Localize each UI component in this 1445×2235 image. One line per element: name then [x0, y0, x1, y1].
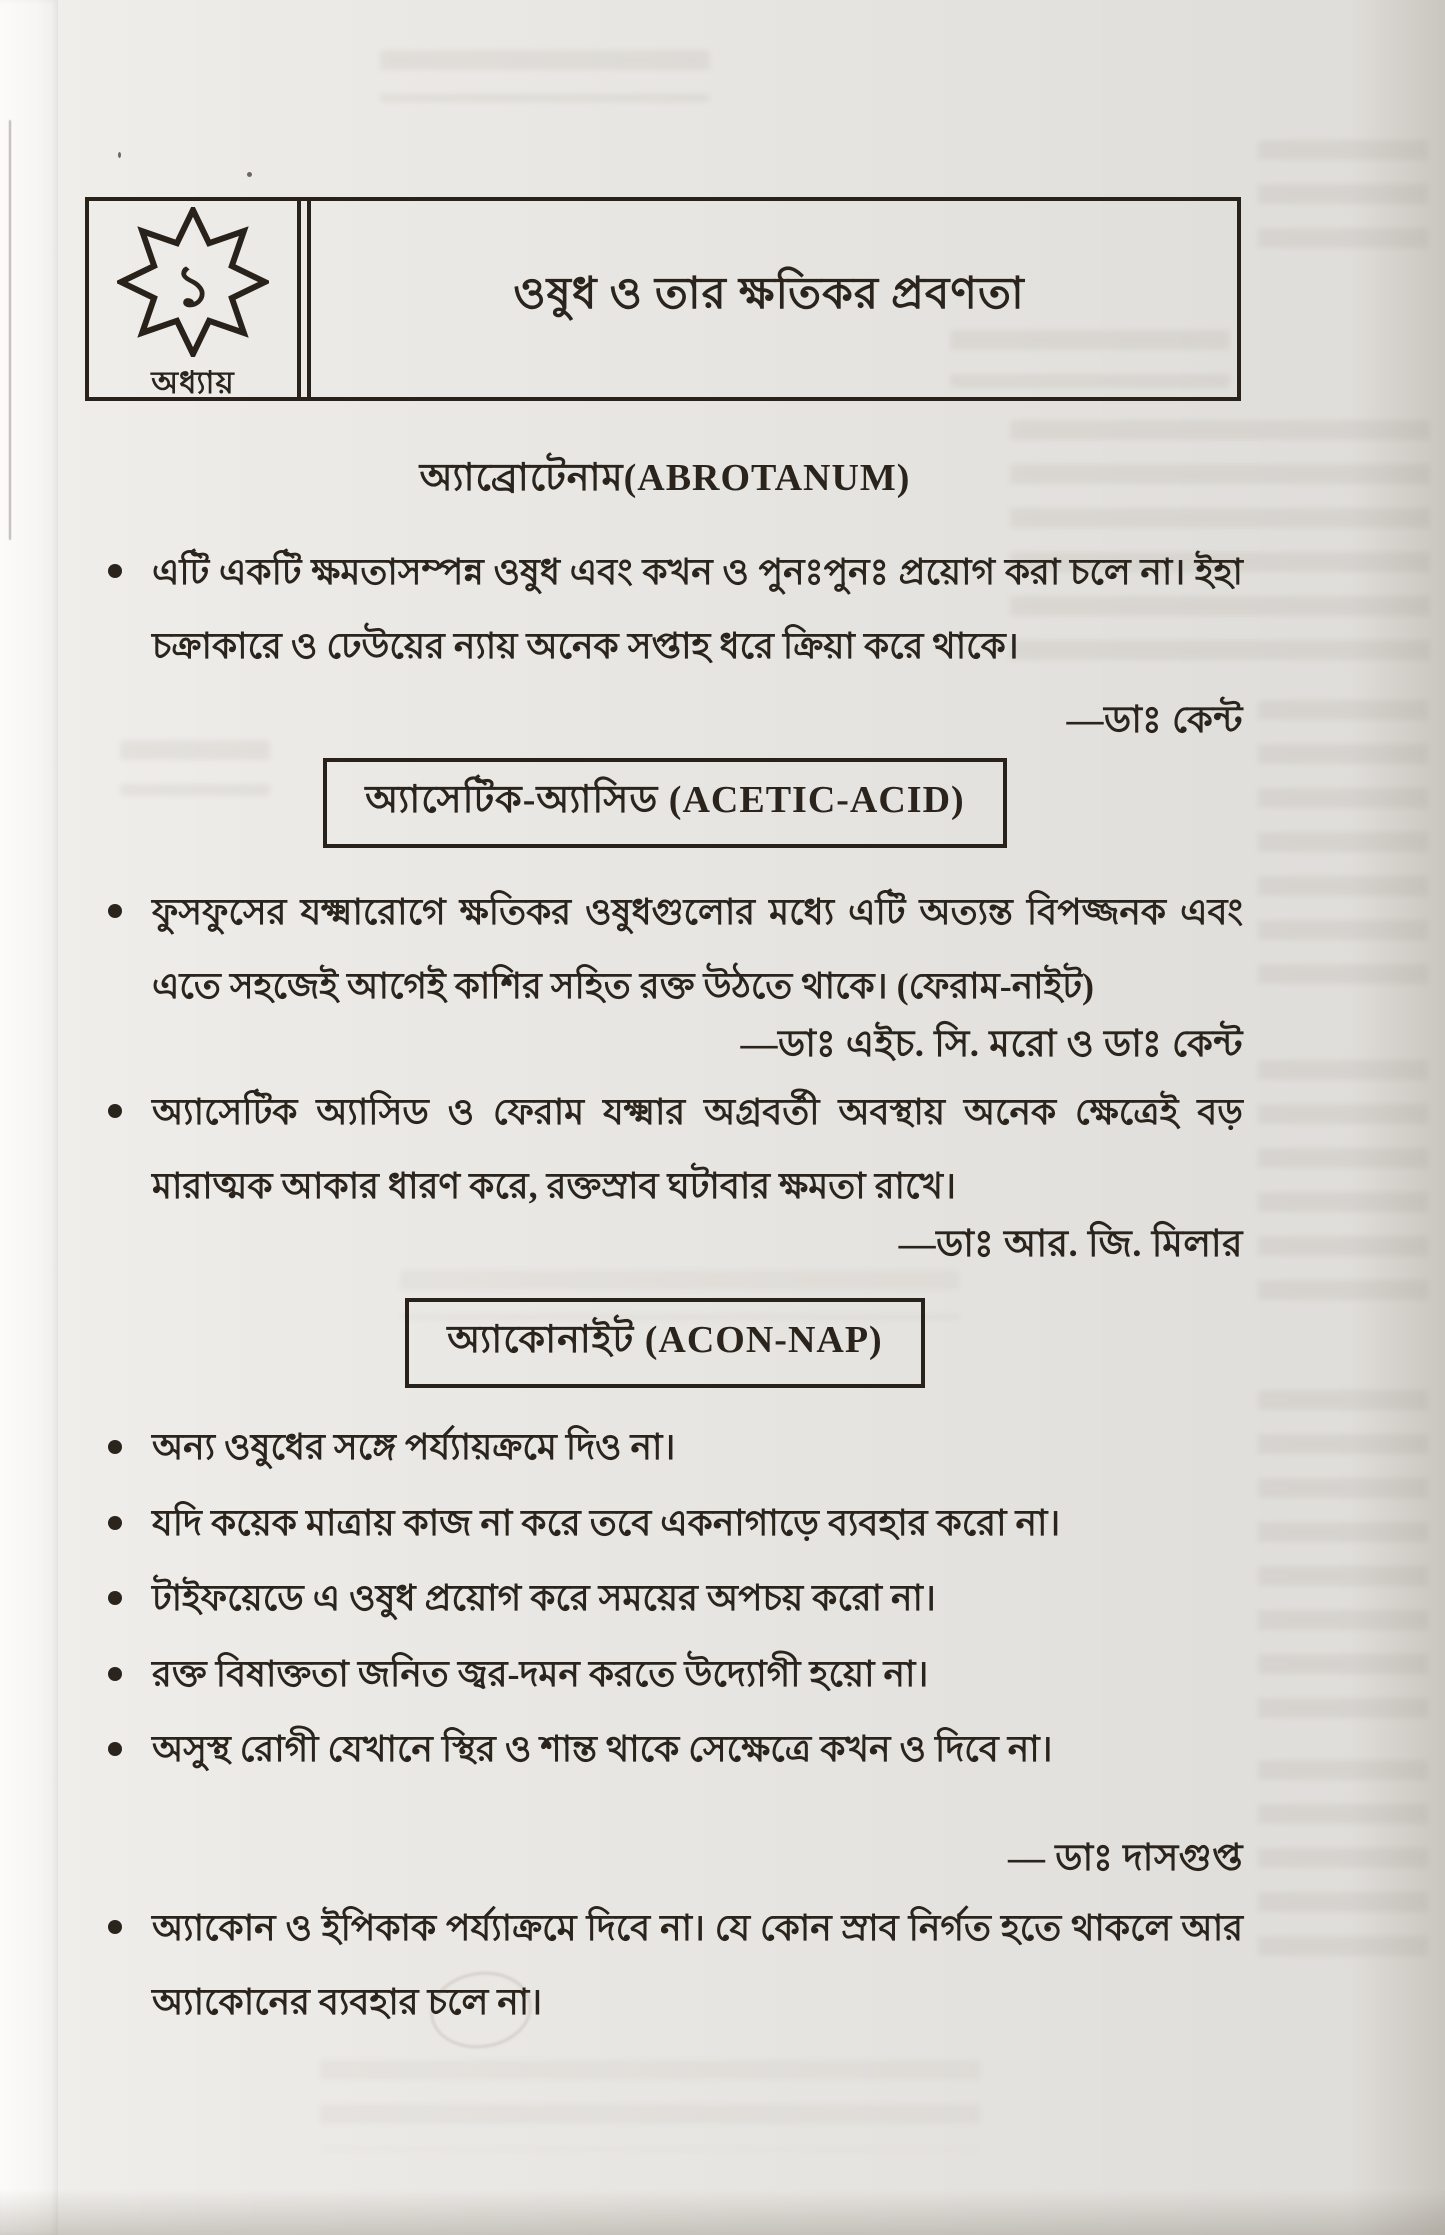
aconite-bullet-list [108, 1424, 1243, 1802]
bullet-dot-icon [108, 904, 122, 918]
chapter-star-icon [117, 207, 269, 357]
bullet-dot-icon [108, 1440, 122, 1454]
bullet-dot-icon [108, 1591, 122, 1605]
chapter-header-box [85, 197, 1241, 401]
attribution-miller: —ডাঃ আর. জি. মিলার [898, 1224, 1243, 1265]
aconite-bullet-3-text: টাইফয়েডে এ ওষুধ প্রয়োগ করে সময়ের অপচয় করো না। [152, 1578, 936, 1619]
page-title: ওষুধ ও তার ক্ষতিকর প্রবণতা [513, 268, 1025, 318]
page-bottom-shadow [0, 2189, 1445, 2235]
ink-speck [247, 172, 252, 177]
attribution-kent: —ডাঃ কেন্ট [1066, 700, 1243, 741]
aconite-closing-bullet-text: অ্যাকোন ও ইপিকাক পর্য্যাক্রমে দিবে না। যে কোন স্রাব নির্গত হতে থাকলে আর অ্যাকোনের ব্যবহার চলে না। [152, 1908, 1243, 2022]
aconite-heading-box: অ্যাকোনাইট (ACON-NAP) [405, 1298, 924, 1388]
acetic-bullet-2 [108, 1076, 1243, 1224]
abrotanum-bullet [108, 536, 1243, 684]
page-fold-line [9, 120, 11, 540]
section-heading-aconite [85, 1298, 1245, 1388]
ink-speck [118, 152, 121, 158]
section-heading-acetic-acid [85, 758, 1245, 848]
aconite-closing-bullet [108, 1892, 1243, 2040]
acetic-bullet-2-text: অ্যাসেটিক অ্যাসিড ও ফেরাম যক্ষ্মার অগ্রবর্তী অবস্থায় অনেক ক্ষেত্রেই বড় মারাত্মক আকার ধারণ করে, রক্তস্রাব ঘটাবার ক্ষমতা রাখে। [152, 1092, 1243, 1206]
acetic-bullet-1-text: ফুসফুসের যক্ষ্মারোগে ক্ষতিকর ওষুধগুলোর মধ্যে এটি অত্যন্ত বিপজ্জনক এবং এতে সহজেই আগেই কাশির সহিত রক্ত উঠতে থাকে। (ফেরাম-নাইট) [152, 892, 1243, 1006]
attribution-morrow-kent: —ডাঃ এইচ. সি. মরো ও ডাঃ কেন্ট [740, 1024, 1243, 1065]
abrotanum-bullet-text: এটি একটি ক্ষমতাসম্পন্ন ওষুধ এবং কখন ও পুনঃপুনঃ প্রয়োগ করা চলে না। ইহা চক্রাকারে ও ঢেউয়ের ন্যায় অনেক সপ্তাহ ধরে ক্রিয়া করে থাকে। [152, 552, 1243, 666]
bullet-dot-icon [108, 1667, 122, 1681]
aconite-bullet-2 [108, 1500, 1243, 1548]
aconite-bullet-1 [108, 1424, 1243, 1472]
chapter-number: ১ [174, 253, 212, 319]
bleed-through-ghost [320, 2060, 980, 2150]
chapter-badge [89, 201, 301, 400]
aconite-bullet-2-text: যদি কয়েক মাত্রায় কাজ না করে তবে একনাগাড়ে ব্যবহার করো না। [152, 1502, 1061, 1543]
bullet-dot-icon [108, 564, 122, 578]
bleed-through-ghost [380, 50, 710, 102]
section-heading-abrotanum: অ্যাব্রোটেনাম(ABROTANUM) [419, 457, 911, 499]
aconite-bullet-5-text: অসুস্থ রোগী যেখানে স্থির ও শান্ত থাকে সেক্ষেত্রে কখন ও দিবে না। [152, 1729, 1053, 1770]
aconite-bullet-5 [108, 1726, 1243, 1774]
attribution-dasgupta: — ডাঃ দাসগুপ্ত [1007, 1838, 1243, 1879]
aconite-bullet-1-text: অন্য ওষুধের সঙ্গে পর্য্যায়ক্রমে দিও না। [152, 1427, 676, 1467]
bullet-dot-icon [108, 1742, 122, 1756]
bullet-dot-icon [108, 1104, 122, 1118]
bullet-dot-icon [108, 1516, 122, 1530]
page-right-shadow [1350, 0, 1445, 2235]
aconite-bullet-4 [108, 1651, 1243, 1699]
chapter-label: অধ্যায় [151, 365, 235, 400]
aconite-bullet-4-text: রক্ত বিষাক্ততা জনিত জ্বর-দমন করতে উদ্যোগী হয়ো না। [152, 1653, 929, 1694]
aconite-bullet-3 [108, 1575, 1243, 1623]
acetic-acid-heading-box: অ্যাসেটিক-অ্যাসিড (ACETIC-ACID) [323, 758, 1006, 848]
bullet-dot-icon [108, 1920, 122, 1934]
acetic-bullet-1 [108, 876, 1243, 1024]
